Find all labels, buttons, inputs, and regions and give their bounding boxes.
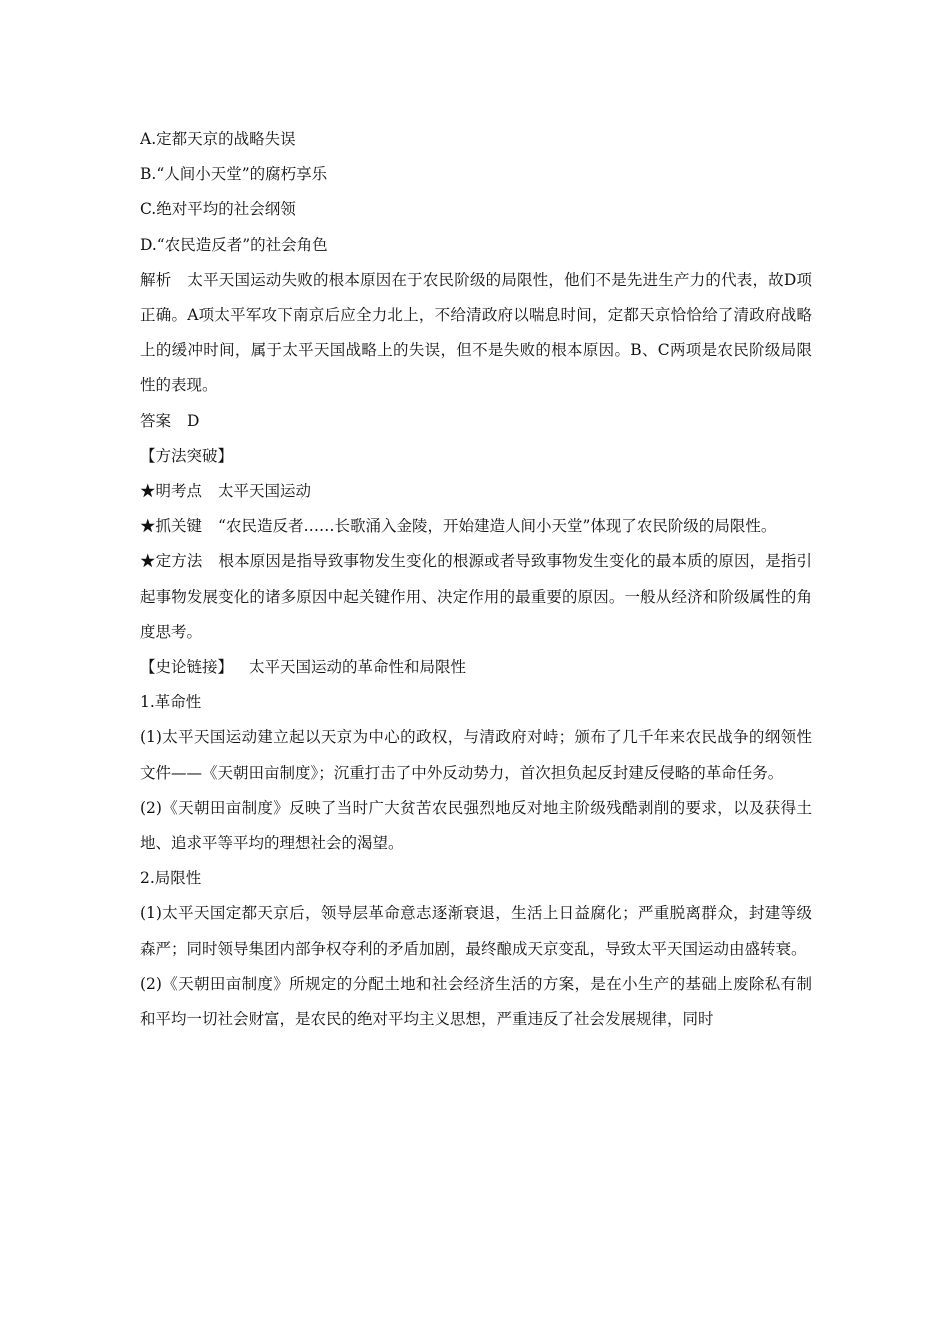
analysis-text: 太平天国运动失败的根本原因在于农民阶级的局限性，他们不是先进生产力的代表，故D项正确。A项太平军攻下南京后应全力北上，不给清政府以喘息时间，定都天京恰恰给了清政府战略上的缓冲时间，属于太平天国战略上的失误，但不是失败的根本原因。B、C两项是农民阶级局限性的表现。	[140, 270, 812, 395]
section-paragraph: (2)《天朝田亩制度》反映了当时广大贫苦农民强烈地反对地主阶级残酷剥削的要求，以及获得土地、追求平等平均的理想社会的渴望。	[140, 798, 812, 852]
method-item-kaodian	[140, 474, 812, 509]
method-item-text: 太平天国运动	[218, 481, 312, 500]
option-b: B.“人间小天堂”的腐朽享乐	[140, 165, 328, 184]
section-paragraph: (1)太平天国运动建立起以天京为中心的政权，与清政府对峙；颁布了几千年来农民战争的纲领性文件——《天朝田亩制度》；沉重打击了中外反动势力，首次担负起反封建反侵略的革命任务。	[140, 728, 812, 782]
method-item-fangfa	[140, 544, 812, 650]
method-item-label: ★明考点	[140, 481, 203, 500]
section-title-revolutionary: 1.革命性	[140, 693, 202, 712]
section-paragraph: (2)《天朝田亩制度》所规定的分配土地和社会经济生活的方案，是在小生产的基础上废除私有制和平均一切社会财富，是农民的绝对平均主义思想，严重违反了社会发展规律，同时	[140, 974, 812, 1028]
option-d: D.“农民造反者”的社会角色	[140, 235, 328, 254]
method-heading: 【方法突破】	[140, 446, 234, 465]
section-paragraph: (1)太平天国定都天京后，领导层革命意志逐渐衰退，生活上日益腐化；严重脱离群众，封建等级森严；同时领导集团内部争权夺利的矛盾加剧，最终酿成天京变乱，导致太平天国运动由盛转衰。	[140, 904, 812, 958]
method-item-label: ★抓关键	[140, 517, 203, 536]
section-title-limitations: 2.局限性	[140, 869, 202, 888]
method-item-text: 根本原因是指导致事物发生变化的根源或者导致事物发生变化的最本质的原因，是指引起事物发展变化的诸多原因中起关键作用、决定作用的最重要的原因。一般从经济和阶级属性的角度思考。	[140, 552, 812, 641]
answer-label: 答案	[140, 411, 172, 430]
link-heading: 【史论链接】	[140, 657, 234, 676]
answer-line	[140, 404, 812, 439]
link-heading-line	[140, 650, 812, 685]
answer-value: D	[187, 411, 200, 430]
analysis-paragraph	[140, 263, 812, 404]
link-title: 太平天国运动的革命性和局限性	[249, 657, 467, 676]
document-page	[140, 122, 812, 1037]
option-c: C.绝对平均的社会纲领	[140, 200, 296, 219]
analysis-label: 解析	[140, 270, 172, 289]
method-item-label: ★定方法	[140, 552, 203, 571]
method-item-text: “农民造反者……长歌涌入金陵，开始建造人间小天堂”体现了农民阶级的局限性。	[218, 517, 777, 536]
method-item-guanjian	[140, 509, 812, 544]
option-a: A.定都天京的战略失误	[140, 130, 296, 148]
